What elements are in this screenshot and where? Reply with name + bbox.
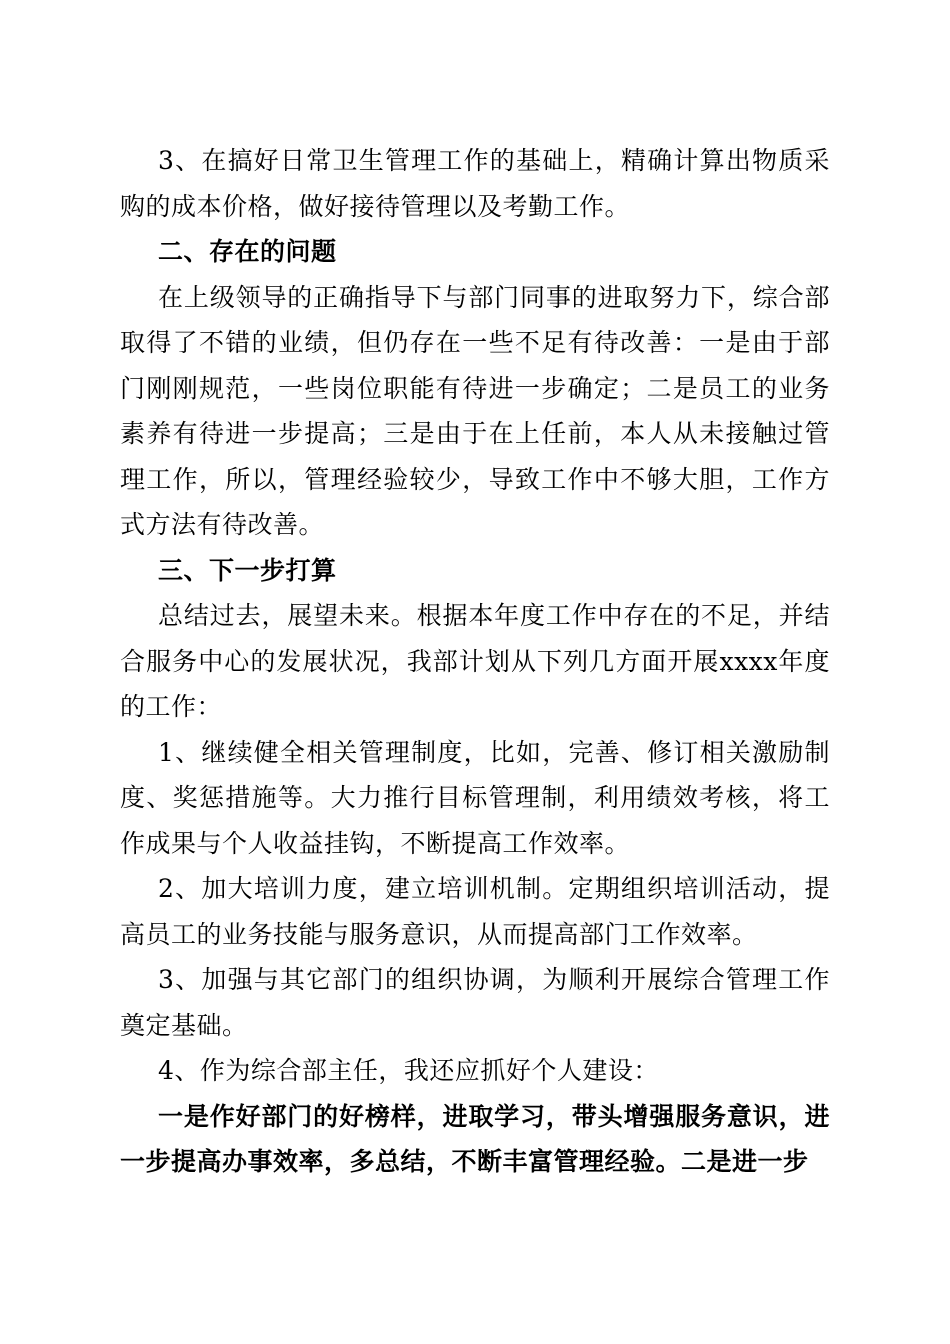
paragraph-plan-2: 2、加大培训力度，建立培训机制。定期组织培训活动，提高员工的业务技能与服务意识，从而提高部门工作效率。 (120, 874, 830, 949)
paragraph-plan-4: 4、作为综合部主任，我还应抓好个人建设： (158, 1056, 659, 1085)
paragraph-problems: 在上级领导的正确指导下与部门同事的进取努力下，综合部取得了不错的业绩，但仍存在一些不足有待改善：一是由于部门刚刚规范，一些岗位职能有待进一步确定；二是员工的业务素养有待进一步提高；三是由于在上任前，本人从未接触过管理工作，所以，管理经验较少，导致工作中不够大胆，工作方式方法有待改善。 (120, 282, 830, 539)
paragraph-plan-3: 3、加强与其它部门的组织协调，为顺利开展综合管理工作奠定基础。 (120, 965, 830, 1040)
paragraph-item-3-cost: 3、在搞好日常卫生管理工作的基础上，精确计算出物质采购的成本价格，做好接待管理以及考勤工作。 (120, 146, 830, 221)
document-body (120, 138, 830, 1185)
section-heading-problems: 二、存在的问题 (158, 237, 337, 266)
section-heading-next-steps: 三、下一步打算 (158, 555, 337, 585)
paragraph-summary: 总结过去，展望未来。根据本年度工作中存在的不足，并结合服务中心的发展状况，我部计划从下列几方面开展xxxx年度的工作： (120, 601, 830, 721)
paragraph-personal-building: 一是作好部门的好榜样，进取学习，带头增强服务意识，进一步提高办事效率，多总结，不断丰富管理经验。二是进一步 (120, 1101, 830, 1176)
paragraph-plan-1: 1、继续健全相关管理制度，比如，完善、修订相关激励制度、奖惩措施等。大力推行目标管理制，利用绩效考核，将工作成果与个人收益挂钩，不断提高工作效率。 (120, 737, 830, 858)
